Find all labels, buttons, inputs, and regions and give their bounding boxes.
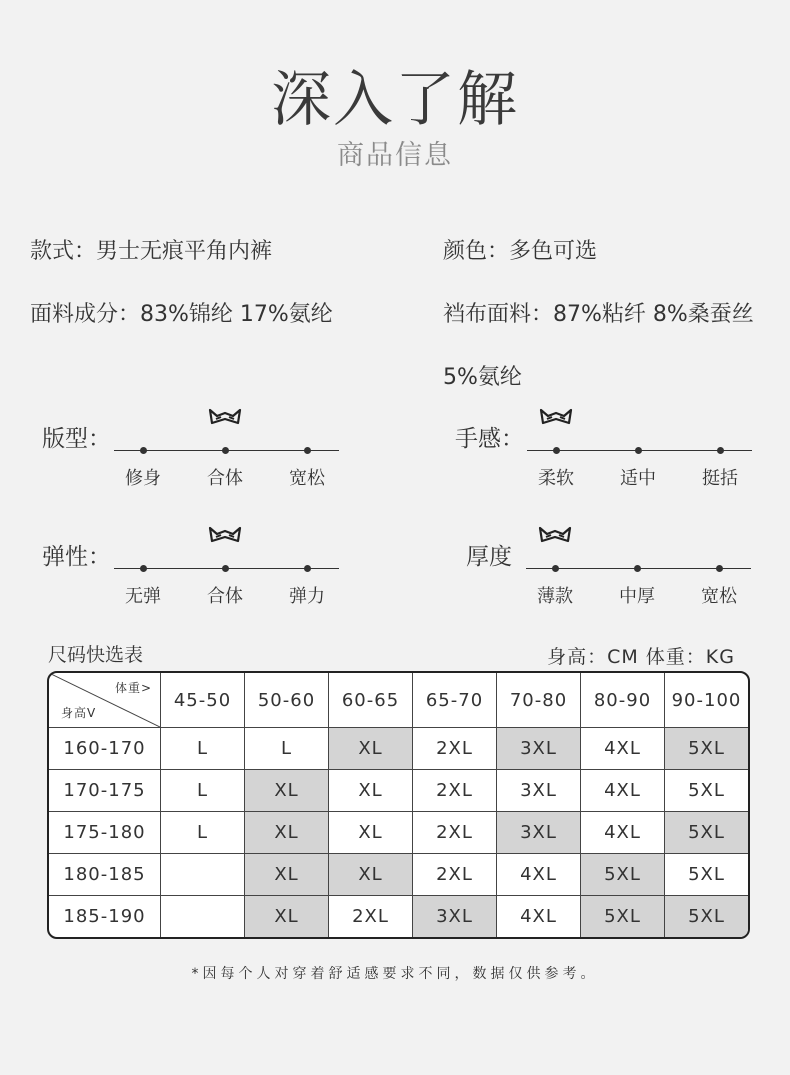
- size-cell: 5XL: [665, 854, 748, 896]
- scale-dot: [634, 565, 641, 572]
- table-row: [49, 728, 748, 770]
- weight-header: 90-100: [665, 673, 748, 728]
- size-cell: 5XL: [665, 770, 748, 812]
- size-cell: 3XL: [497, 812, 581, 854]
- scale-label: 手感：: [455, 426, 524, 452]
- scale-0: [42, 418, 382, 508]
- scale-dot: [140, 447, 147, 454]
- spec-fabric: 面料成分：83%锦纶 17%氨纶: [30, 302, 333, 327]
- scale-label: 版型：: [42, 426, 111, 452]
- size-table-units: 身高：CM 体重：KG: [547, 646, 735, 668]
- spec-crotch-fabric-cont: 5%氨纶: [443, 365, 522, 390]
- size-cell: 5XL: [581, 854, 665, 896]
- size-cell: XL: [329, 812, 413, 854]
- size-cell: 4XL: [581, 770, 665, 812]
- spec-crotch-fabric: 裆布面料：87%粘纤 8%桑蚕丝: [443, 302, 754, 327]
- spec-style: 款式：男士无痕平角内裤: [30, 239, 273, 264]
- scale-dot: [716, 565, 723, 572]
- size-cell: XL: [329, 854, 413, 896]
- size-cell: [161, 854, 245, 896]
- size-cell: XL: [329, 728, 413, 770]
- scale-option: 宽松: [289, 468, 325, 489]
- size-cell: 5XL: [665, 812, 748, 854]
- size-cell: XL: [329, 770, 413, 812]
- scale-dot: [635, 447, 642, 454]
- scale-option: 合体: [207, 468, 243, 489]
- scale-option: 适中: [620, 468, 656, 489]
- size-cell: 2XL: [413, 812, 497, 854]
- scale-option: 柔软: [538, 468, 574, 489]
- disclaimer-note: *因每个人对穿着舒适感要求不同，数据仅供参考。: [191, 966, 599, 982]
- size-cell: 2XL: [413, 770, 497, 812]
- corner-height-label: 身高V: [61, 706, 97, 720]
- page-subtitle: 商品信息: [337, 140, 453, 171]
- weight-header: 65-70: [413, 673, 497, 728]
- corner-weight-label: 体重>: [114, 681, 152, 695]
- weight-header: 80-90: [581, 673, 665, 728]
- size-cell: 3XL: [413, 896, 497, 937]
- size-cell: XL: [245, 896, 329, 937]
- cat-marker-icon: [539, 408, 573, 426]
- height-header: 175-180: [49, 812, 161, 854]
- size-cell: 4XL: [497, 854, 581, 896]
- size-cell: XL: [245, 854, 329, 896]
- scale-dot: [140, 565, 147, 572]
- height-header: 160-170: [49, 728, 161, 770]
- size-cell: L: [161, 728, 245, 770]
- spec-color: 颜色：多色可选: [443, 239, 598, 264]
- size-cell: 5XL: [665, 728, 748, 770]
- scale-label: 厚度: [466, 544, 512, 570]
- page-title: 深入了解: [271, 65, 519, 135]
- scale-label: 弹性：: [42, 544, 111, 570]
- cat-marker-icon: [208, 526, 242, 544]
- scale-option: 薄款: [537, 586, 573, 607]
- size-table-title: 尺码快选表: [48, 644, 144, 666]
- size-cell: 2XL: [329, 896, 413, 937]
- scale-option: 挺括: [702, 468, 738, 489]
- size-cell: [161, 896, 245, 937]
- size-cell: 5XL: [581, 896, 665, 937]
- size-cell: 2XL: [413, 854, 497, 896]
- cat-marker-icon: [538, 526, 572, 544]
- table-row: [49, 770, 748, 812]
- scale-option: 中厚: [619, 586, 655, 607]
- table-row: [49, 854, 748, 896]
- size-cell: 3XL: [497, 770, 581, 812]
- weight-header: 60-65: [329, 673, 413, 728]
- scale-3: [466, 536, 790, 626]
- scale-dot: [222, 565, 229, 572]
- size-cell: XL: [245, 812, 329, 854]
- scale-dot: [553, 447, 560, 454]
- size-cell: L: [161, 770, 245, 812]
- size-cell: 3XL: [497, 728, 581, 770]
- cat-marker-icon: [208, 408, 242, 426]
- size-cell: 4XL: [497, 896, 581, 937]
- size-cell: 2XL: [413, 728, 497, 770]
- table-corner: [49, 673, 161, 728]
- scale-option: 无弹: [125, 586, 161, 607]
- weight-header: 50-60: [245, 673, 329, 728]
- scale-option: 宽松: [701, 586, 737, 607]
- scale-dot: [304, 447, 311, 454]
- scale-2: [42, 536, 382, 626]
- scale-dot: [304, 565, 311, 572]
- size-cell: L: [161, 812, 245, 854]
- weight-header: 70-80: [497, 673, 581, 728]
- scale-dot: [717, 447, 724, 454]
- scale-dot: [222, 447, 229, 454]
- scale-option: 修身: [125, 468, 161, 489]
- size-cell: 5XL: [665, 896, 748, 937]
- height-header: 180-185: [49, 854, 161, 896]
- size-cell: 4XL: [581, 812, 665, 854]
- size-table: [47, 671, 750, 939]
- scale-1: [455, 418, 790, 508]
- weight-header: 45-50: [161, 673, 245, 728]
- height-header: 185-190: [49, 896, 161, 937]
- table-row: [49, 812, 748, 854]
- scale-dot: [552, 565, 559, 572]
- size-cell: L: [245, 728, 329, 770]
- size-cell: 4XL: [581, 728, 665, 770]
- scale-option: 合体: [207, 586, 243, 607]
- height-header: 170-175: [49, 770, 161, 812]
- size-cell: XL: [245, 770, 329, 812]
- table-row: [49, 896, 748, 937]
- scale-option: 弹力: [289, 586, 325, 607]
